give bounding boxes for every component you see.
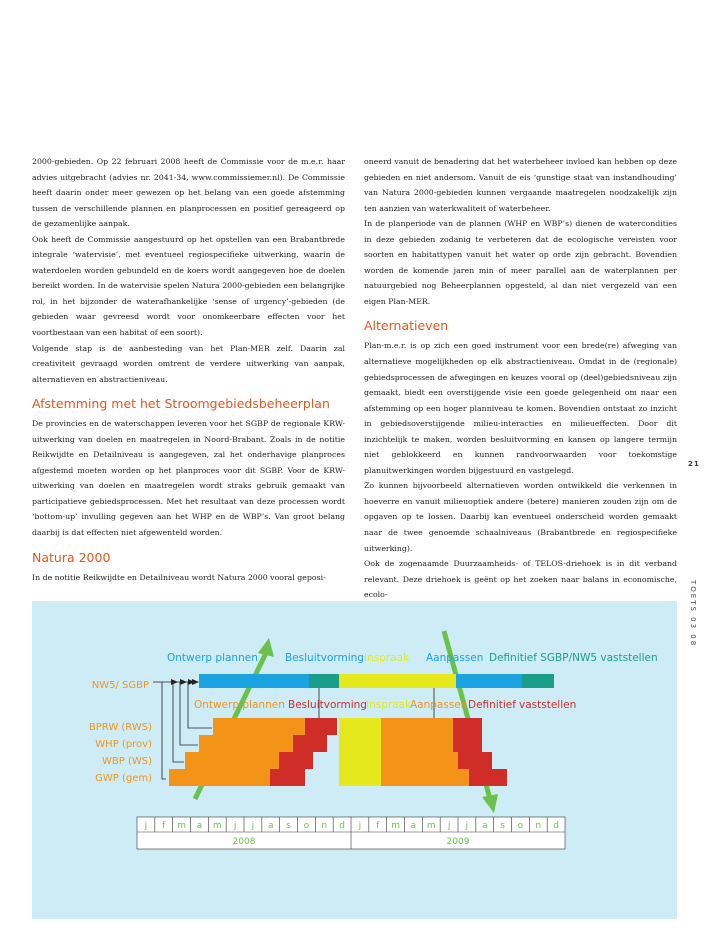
- month-label: a: [196, 821, 203, 831]
- paragraph: Volgende stap is de aanbesteding van het Plan-MER zelf. Daarin zal creativiteit gevraagd worden omtrent de verdere uitwerking van aanpak, alternatieven en abstractieniveau.: [32, 343, 345, 384]
- top-phase-inspraak: Inspraak: [364, 652, 410, 664]
- paragraph: In de notitie Reikwijdte en Detailniveau wordt Natura 2000 vooral geposi-: [32, 572, 326, 582]
- top-phase-ontwerp: Ontwerp plannen: [167, 652, 258, 664]
- mid-phase-definitief: Definitief: [468, 699, 516, 711]
- month-label: j: [358, 821, 362, 831]
- paragraph: 2000-gebieden. Op 22 februari 2008 heeft de Commissie voor de m.e.r. haar advies uitgebracht (advies nr. 2041-34, www.commissiemer.nl). De Commissie heeft daarin onder meer gewezen op het belang van een goede afstemming tussen de verschillende plannen en planprocessen en positief gereageerd op de gezamenlijke aanpak.: [32, 157, 345, 229]
- bar-segment-ontwerp: [199, 674, 309, 688]
- bar-segment-inspraak: [339, 674, 456, 688]
- bprw-bar: [213, 718, 482, 735]
- mid-phase-besluit: Besluitvorming: [288, 699, 367, 711]
- month-label: a: [410, 821, 417, 831]
- month-label: s: [286, 821, 291, 831]
- month-label: d: [339, 821, 345, 831]
- mid-phase-ontwerp: Ontwerp plannen: [194, 699, 285, 711]
- paragraph: Ook de zogenaamde Duurzaamheids- of TELOS-driehoek is in dit verband relevant. Deze driehoek is geënt op het zoeken naar balans in economische, ecolo-: [364, 559, 677, 600]
- page-number: 21: [688, 460, 700, 468]
- month-label: j: [465, 821, 469, 831]
- month-label: f: [162, 821, 166, 831]
- top-phase-aanpassen: Aanpassen: [426, 652, 484, 664]
- month-label: s: [500, 821, 505, 831]
- rising-arrow-head: [258, 638, 274, 657]
- paragraph: oneerd vanuit de benadering dat het waterbeheer invloed kan hebben op deze gebieden en niet andersom. Vanuit de eis ‘gunstige staat van instandhouding’ van Natura 2000-gebieden kunnen vergaande maatregelen noodzakelijk zijn ten aanzien van waterkwaliteit of waterbeheer.: [364, 157, 677, 213]
- right-text-column: [364, 154, 677, 603]
- wbp-bar: [185, 752, 492, 769]
- paragraph: De provincies en de waterschappen leveren voor het SGBP de regionale KRW-uitwerking van doelen en maatregelen in Noord-Brabant. Zoals in de notitie Reikwijdte en Detailniveau is aangegeven, zal het onderhavige planproces afgestemd moeten worden op het planproces voor dit SGBP. Voor de KRW-uitwerking van doelen en maatregelen wordt straks gebruik gemaakt van participatieve gebiedsprocessen. Met het resultaat van deze processen wordt ‘bottom-up’ invulling gegeven aan het WHP en de WBP’s. Van groot belang daarbij is dat effecten niet afgewenteld worden.: [32, 419, 345, 538]
- top-phase-besluit: Besluitvorming: [285, 652, 364, 664]
- bar-segment-definitief: [522, 674, 554, 688]
- month-label: j: [233, 821, 237, 831]
- planning-diagram-svg: [32, 601, 677, 919]
- row-label-bprw: BPRW (RWS): [88, 722, 152, 733]
- section-heading: Afstemming met het Stroomgebiedsbeheerplan: [32, 396, 330, 412]
- row-label-wbp: WBP (WS): [102, 756, 152, 767]
- month-label: n: [535, 821, 542, 831]
- month-label: f: [376, 821, 380, 831]
- month-label: m: [212, 821, 222, 831]
- year-label: 2008: [232, 837, 256, 847]
- bar-segment-besluit: [309, 674, 339, 688]
- month-label: o: [303, 821, 310, 831]
- month-label: j: [144, 821, 148, 831]
- falling-arrow-head: [482, 794, 498, 813]
- month-label: n: [321, 821, 328, 831]
- planning-diagram: [32, 601, 677, 919]
- nw5-bar: [199, 674, 554, 688]
- connector-arrowheads: [171, 679, 199, 685]
- whp-bar: [199, 735, 482, 752]
- section-heading: Alternatieven: [364, 318, 449, 334]
- month-label: a: [481, 821, 488, 831]
- year-label: 2009: [446, 837, 470, 847]
- paragraph: Zo kunnen bijvoorbeeld alternatieven worden ontwikkeld die verkennen in hoeverre en vanuit milieuoptiek andere (betere) manieren zouden zijn om de opgaven op te lossen. Daarbij kan eventueel onderscheid worden gemaakt naar de twee genoemde schaalniveaus (Brabantbrede en regiospecifieke uitwerking).: [364, 481, 677, 553]
- row-label-whp: WHP (prov): [95, 739, 152, 750]
- paragraph: In de planperiode van de plannen (WHP en WBP’s) dienen de watercondities in deze gebieden zodanig te verbeteren dat de ecologische vereisten voor soorten en habitattypen vanuit het water op orde zijn gebracht. Bovendien worden de komende jaren min of meer parallel aan de waterplannen per natuurgebied nog Beheerplannen opgesteld, al dan niet vergezeld van een eigen Plan-MER.: [364, 219, 677, 306]
- running-footer: TOETS 03 08: [689, 580, 697, 648]
- mid-phase-inspraak: Inspraak: [366, 699, 412, 711]
- timeline-table: [137, 817, 565, 849]
- mid-phase-vaststellen: vaststellen: [519, 699, 577, 711]
- section-heading: Natura 2000: [32, 549, 111, 565]
- left-text-column: [32, 154, 345, 585]
- bar-segment-aanpassen: [456, 674, 522, 688]
- paragraph: Ook heeft de Commissie aangestuurd op het opstellen van een Brabantbrede integrale ‘watervisie’, met eventueel regiospecifieke uitwerking, waarin de waterdoelen worden gebundeld en de koers wordt aangegeven hoe de doelen bereikt worden. In de watervisie spelen Natura 2000-gebieden een belangrijke rol, in het bijzonder de waterafhankelijke ‘sense of urgency’-gebieden (de gebieden waar gevreesd wordt voor onomkeerbare effecten voor het voortbestaan van een habitat of een soort).: [32, 234, 345, 338]
- paragraph: Plan-m.e.r. is op zich een goed instrument voor een brede(re) afweging van alternatieve mogelijkheden op elk abstractieniveau. Omdat in de (regionale) gebiedsprocessen de afwegingen en keuzes vooral op (deel)gebiedsniveau zijn gemaakt, biedt een overstijgende visie een goede gelegenheid om naar een afstemming op een hoger planniveau te komen. Bovendien ontstaat zo inzicht in gebiedsoverstijgende milieu-interacties en milieueffecten. Door dit inzichtelijk te maken, worden besluitvorming en kansen op langere termijn niet geblokkeerd en kunnen randvoorwaarden voor toekomstige planuitwerkingen worden bijgestuurd en vastgelegd.: [364, 341, 677, 475]
- month-label: a: [267, 821, 274, 831]
- month-label: d: [553, 821, 559, 831]
- month-label: j: [447, 821, 451, 831]
- month-label: j: [251, 821, 255, 831]
- mid-phase-aanpassen: Aanpassen: [410, 699, 468, 711]
- month-label: m: [426, 821, 436, 831]
- gwp-bar: [169, 769, 507, 786]
- month-label: m: [391, 821, 400, 831]
- top-phase-definitief: Definitief SGBP/NW5 vaststellen: [489, 652, 658, 664]
- row-label-nw5: NW5/ SGBP: [91, 680, 149, 691]
- month-label: o: [517, 821, 524, 831]
- row-label-gwp: GWP (gem): [95, 773, 152, 784]
- month-label: m: [177, 821, 186, 831]
